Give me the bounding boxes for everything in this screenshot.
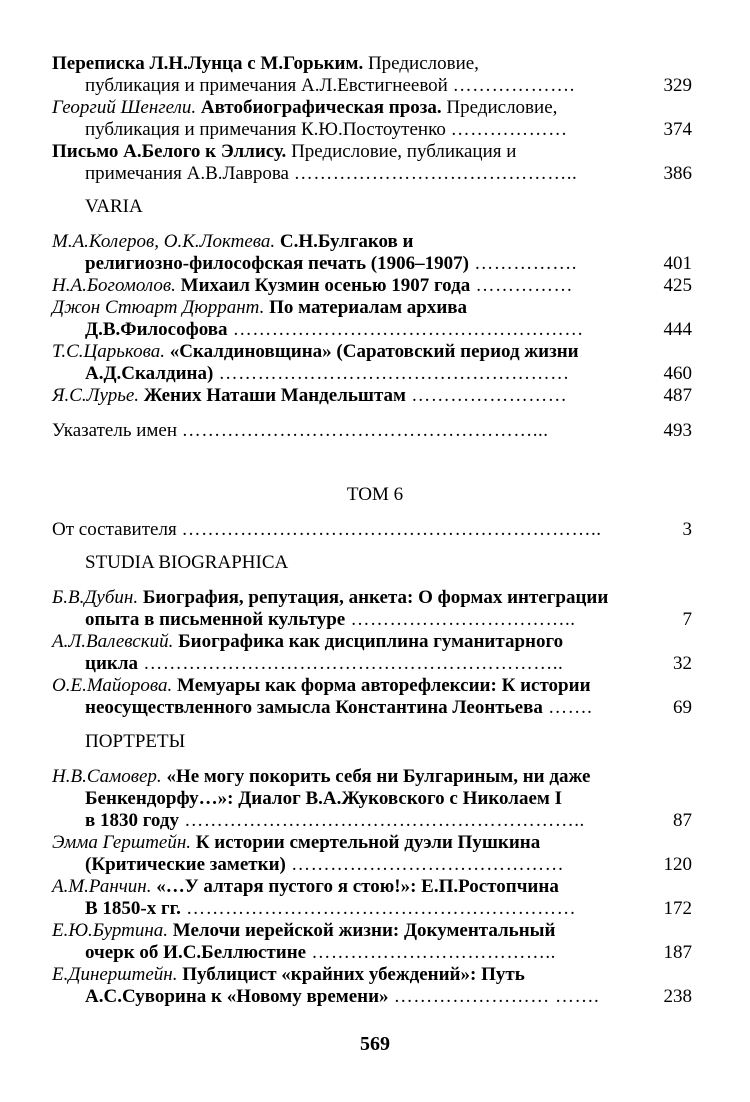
entry-author: Н.А.Богомолов. xyxy=(52,275,176,296)
entry-title: Публицист «крайних убеждений»: Путь xyxy=(177,964,525,985)
toc-entry xyxy=(52,385,692,407)
entry-description: публикация и примечания К.Ю.Постоутенко xyxy=(85,119,451,140)
toc-entry xyxy=(52,53,692,97)
toc-line-continuation xyxy=(52,788,692,810)
page-number: 69 xyxy=(673,697,692,718)
toc-entry xyxy=(52,964,692,1008)
leader-dots: ……………………………………………………….. xyxy=(138,653,564,674)
toc-line xyxy=(52,141,692,163)
toc-line-continuation xyxy=(52,697,692,719)
page-number: 238 xyxy=(663,986,692,1007)
toc-line xyxy=(52,231,692,253)
entry-description: примечания А.В.Лаврова xyxy=(85,163,294,184)
page-number: 386 xyxy=(663,163,692,184)
leader-dots: ……………………………………………… xyxy=(227,319,584,340)
entry-title: Биографика как дисциплина гуманитарного xyxy=(173,631,564,652)
leader-dots: …………………… ……. xyxy=(388,986,600,1007)
leader-dots: …………………………………… xyxy=(285,854,565,875)
leader-dots: ……………………………….. xyxy=(306,942,556,963)
toc-line xyxy=(52,832,692,854)
toc-line xyxy=(52,920,692,942)
toc-line-continuation xyxy=(52,319,692,341)
entry-title: «Не могу покорить себя ни Булгариным, ни даже xyxy=(161,766,591,787)
page-number: 444 xyxy=(663,319,692,340)
entry-title: цикла xyxy=(85,653,139,674)
section-heading-studia: STUDIA BIOGRAPHICA xyxy=(85,552,289,573)
toc-entry xyxy=(52,675,692,719)
entry-title: Письмо А.Белого к Эллису. xyxy=(52,141,287,162)
leader-dots: ………………. xyxy=(452,75,575,96)
entry-author: Б.В.Дубин. xyxy=(52,587,139,608)
toc-line xyxy=(52,587,692,609)
entry-description: Предисловие, xyxy=(363,53,479,74)
toc-block-varia xyxy=(52,231,692,407)
leader-dots: …………… xyxy=(470,275,573,296)
toc-block-publications xyxy=(52,53,692,185)
toc-line xyxy=(52,420,692,442)
entry-title: (Критические заметки) xyxy=(85,854,286,875)
leader-dots: …………………………………….. xyxy=(293,163,578,184)
toc-entry xyxy=(52,141,692,185)
toc-line xyxy=(52,385,692,407)
toc-entry xyxy=(52,97,692,141)
entry-description: публикация и примечания А.Л.Евстигнеевой xyxy=(85,75,453,96)
toc-line-continuation xyxy=(52,653,692,675)
toc-line-continuation xyxy=(52,163,692,185)
entry-author: А.Л.Валевский. xyxy=(52,631,174,652)
page-number: 493 xyxy=(663,420,692,441)
toc-entry xyxy=(52,631,692,675)
toc-entry xyxy=(52,341,692,385)
entry-title: А.Д.Скалдина) xyxy=(85,363,214,384)
entry-title: К истории смертельной дуэли Пушкина xyxy=(191,832,541,853)
leader-dots: ……………. xyxy=(468,253,577,274)
entry-title: По материалам архива xyxy=(264,297,468,318)
entry-title: опыта в письменной культуре xyxy=(85,609,346,630)
toc-entry xyxy=(52,876,692,920)
entry-author: Е.Динерштейн. xyxy=(52,964,178,985)
entry-author: Н.В.Самовер. xyxy=(52,766,162,787)
toc-line-continuation xyxy=(52,854,692,876)
toc-line-continuation xyxy=(52,986,692,1008)
entry-title: Михаил Кузмин осенью 1907 года xyxy=(175,275,471,296)
leader-dots: ……………………………………………… xyxy=(213,363,570,384)
section-heading-portrety: ПОРТРЕТЫ xyxy=(85,731,186,752)
leader-dots: …………………………………………………….. xyxy=(178,810,585,831)
toc-entry xyxy=(52,766,692,832)
entry-title: В 1850-х гг. xyxy=(85,898,181,919)
toc-entry xyxy=(52,587,692,631)
toc-line xyxy=(52,675,692,697)
toc-line-continuation xyxy=(52,119,692,141)
entry-title: С.Н.Булгаков и xyxy=(275,231,414,252)
toc-line-continuation xyxy=(52,75,692,97)
entry-title: Переписка Л.Н.Лунца с М.Горьким. xyxy=(52,53,364,74)
page-number: 329 xyxy=(663,75,692,96)
toc-line-continuation xyxy=(52,609,692,631)
page-number: 172 xyxy=(663,898,692,919)
entry-title: очерк об И.С.Беллюстине xyxy=(85,942,307,963)
leader-dots: ……………… xyxy=(450,119,568,140)
entry-description: Предисловие, публикация и xyxy=(286,141,517,162)
toc-line xyxy=(52,97,692,119)
page-number: 7 xyxy=(682,609,692,630)
entry-title: Д.В.Философова xyxy=(85,319,228,340)
volume-title: ТОМ 6 xyxy=(346,484,404,505)
entry-title: в 1830 году xyxy=(85,810,179,831)
page-number: 87 xyxy=(673,810,692,831)
page-number: 374 xyxy=(663,119,692,140)
entry-author: М.А.Колеров, О.К.Локтева. xyxy=(52,231,276,252)
entry-description: Предисловие, xyxy=(441,97,558,118)
entry-title: «Скалдиновщина» (Саратовский период жизни xyxy=(164,341,579,362)
entry-title: Мемуары как форма авторефлексии: К истории xyxy=(172,675,591,696)
leader-dots: …………………………………………………… xyxy=(180,898,577,919)
page-number: 487 xyxy=(663,385,692,406)
entry-title: От составителя xyxy=(52,519,177,540)
entry-title: Указатель имен xyxy=(52,420,178,441)
toc-line xyxy=(52,297,692,319)
toc-line xyxy=(52,275,692,297)
entry-author: Эмма Герштейн. xyxy=(52,832,192,853)
toc-entry-index xyxy=(52,420,692,442)
section-heading-varia: VARIA xyxy=(85,196,143,217)
toc-line-continuation xyxy=(52,253,692,275)
entry-title: неосуществленного замысла Константина Леонтьева xyxy=(85,697,543,718)
toc-entry-intro xyxy=(52,519,692,541)
toc-line xyxy=(52,341,692,363)
entry-title: Бенкендорфу…»: Диалог В.А.Жуковского с Николаем I xyxy=(85,788,562,809)
entry-author: Я.С.Лурье. xyxy=(52,385,140,406)
leader-dots: ……. xyxy=(542,697,593,718)
page-number: 120 xyxy=(663,854,692,875)
entry-author: Георгий Шенгели. xyxy=(52,97,197,118)
page-number: 460 xyxy=(663,363,692,384)
toc-line-continuation xyxy=(52,810,692,832)
page-number-footer: 569 xyxy=(360,1033,390,1055)
toc-block-portrety xyxy=(52,766,692,1008)
leader-dots: ……………………………………………………….. xyxy=(181,519,602,540)
toc-line xyxy=(52,964,692,986)
toc-entry xyxy=(52,231,692,275)
entry-author: Т.С.Царькова. xyxy=(52,341,165,362)
entry-author: А.М.Ранчин. xyxy=(52,876,152,897)
entry-title: А.С.Суворина к «Новому времени» xyxy=(85,986,389,1007)
toc-line xyxy=(52,53,692,75)
toc-line xyxy=(52,766,692,788)
page-number: 3 xyxy=(682,519,692,540)
toc-line-continuation xyxy=(52,898,692,920)
toc-block-studia xyxy=(52,587,692,719)
entry-title: «…У алтаря пустого я стою!»: Е.П.Ростопчина xyxy=(151,876,559,897)
leader-dots: …………………… xyxy=(405,385,568,406)
page-number: 32 xyxy=(673,653,692,674)
leader-dots: ………………………………………………... xyxy=(181,420,549,441)
leader-dots: …………………………….. xyxy=(345,609,576,630)
toc-line xyxy=(52,631,692,653)
entry-author: Джон Стюарт Дюррант. xyxy=(52,297,265,318)
page-number: 425 xyxy=(663,275,692,296)
entry-title: религиозно-философская печать (1906–1907) xyxy=(85,253,469,274)
toc-line xyxy=(52,876,692,898)
toc-line-continuation xyxy=(52,942,692,964)
toc-line-continuation xyxy=(52,363,692,385)
entry-title: Жених Наташи Мандельштам xyxy=(139,385,406,406)
entry-title: Автобиографическая проза. xyxy=(196,97,442,118)
page-number: 187 xyxy=(663,942,692,963)
page-number: 401 xyxy=(663,253,692,274)
toc-entry xyxy=(52,275,692,297)
toc-entry xyxy=(52,920,692,964)
toc-entry xyxy=(52,297,692,341)
toc-entry xyxy=(52,832,692,876)
toc-line xyxy=(52,519,692,541)
entry-author: О.Е.Майорова. xyxy=(52,675,173,696)
entry-title: Биография, репутация, анкета: О формах интеграции xyxy=(138,587,609,608)
entry-author: Е.Ю.Буртина. xyxy=(52,920,169,941)
entry-title: Мелочи иерейской жизни: Документальный xyxy=(168,920,556,941)
